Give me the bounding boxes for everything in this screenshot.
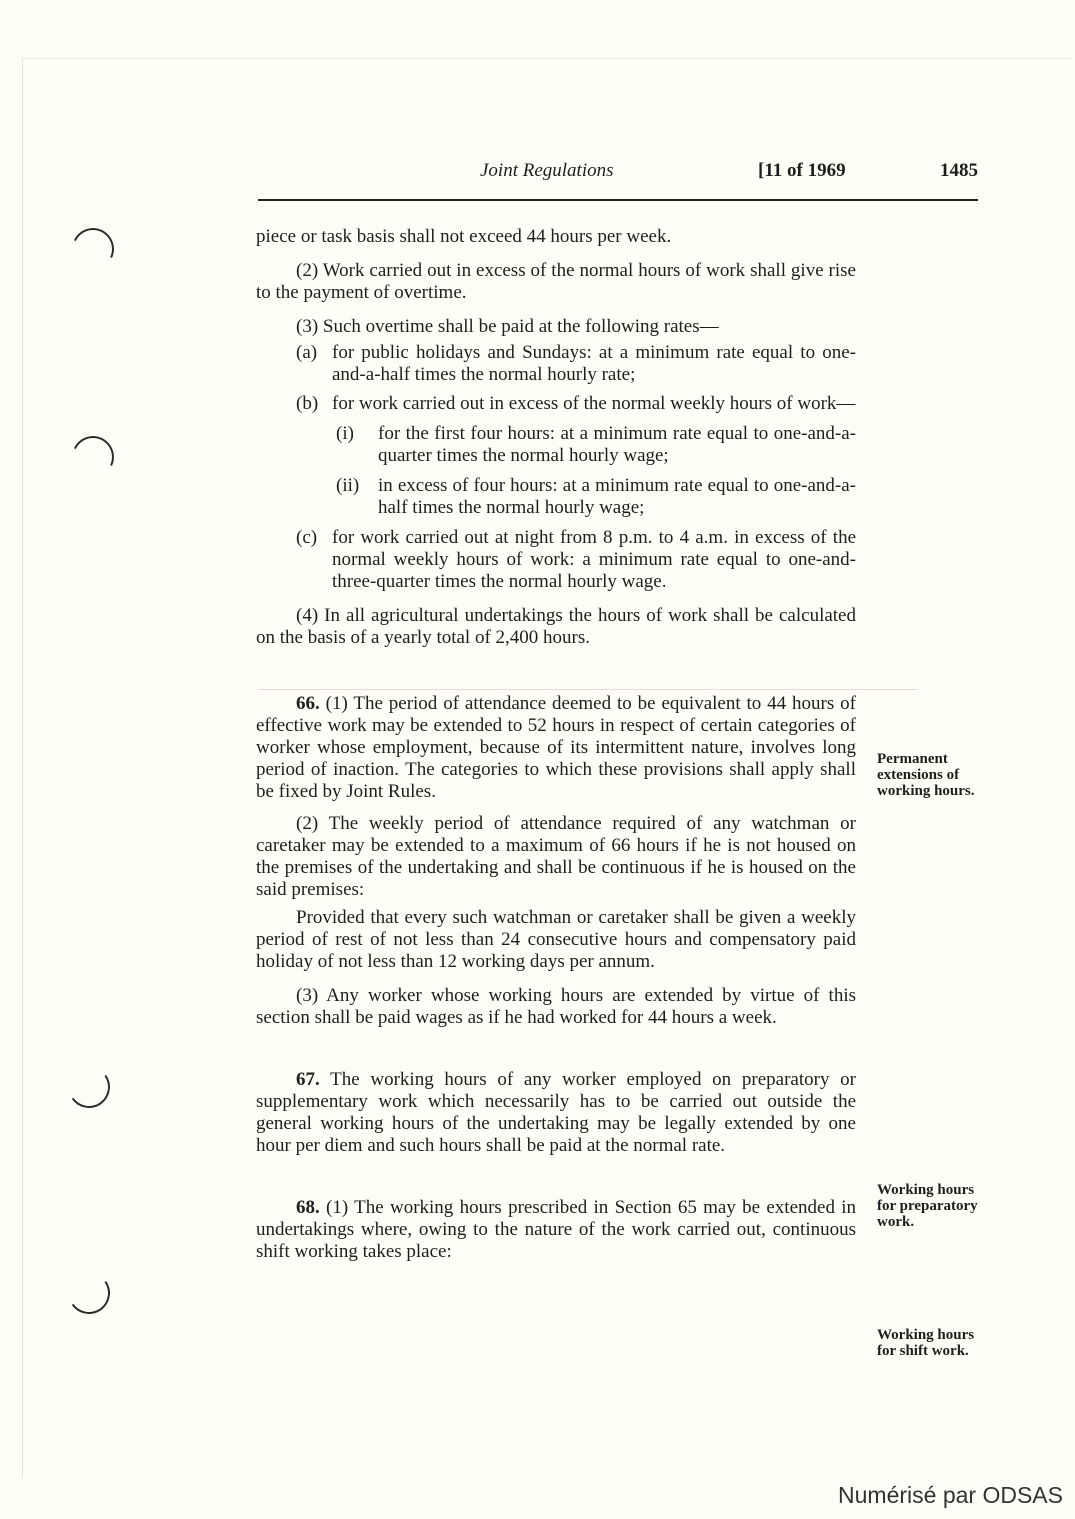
item-b-i-label: (i) xyxy=(336,423,354,444)
item-b-ii xyxy=(256,475,856,519)
item-b-ii-label: (ii) xyxy=(336,475,360,496)
item-c xyxy=(256,527,856,593)
punch-hole-icon xyxy=(66,222,120,276)
section-67 xyxy=(256,1069,856,1157)
punch-hole-icon xyxy=(65,1269,114,1318)
section-68-1-text: (1) The working hours prescribed in Section 65 may be extended in undertakings where, owing to the nature of the work carried out, continuous shift working takes place: xyxy=(256,1197,857,1262)
running-header xyxy=(258,160,978,190)
item-a-text: for public holidays and Sundays: at a minimum rate equal to one-and-a-half times the normal hourly rate; xyxy=(332,342,856,385)
section-66-3: (3) Any worker whose working hours are extended by virtue of this section shall be paid wages as if he had worked for 44 hours a week. xyxy=(256,985,856,1028)
section-68-number: 68. xyxy=(296,1197,320,1218)
margin-note-66: Permanent extensions of working hours. xyxy=(877,751,975,799)
subsection-4: (4) In all agricultural undertakings the hours of work shall be calculated on the basis of a yearly total of 2,400 hours. xyxy=(256,605,856,648)
section-66-1-text: (1) The period of attendance deemed to be equivalent to 44 hours of effective work may be extended to 52 hours in respect of certain categories of worker whose employment, because of its intermittent nature, involves long period of inaction. The categories to which these provisions shall apply shall be fixed by Joint Rules. xyxy=(256,693,856,802)
section-66-number: 66. xyxy=(296,693,320,714)
item-b-i xyxy=(256,423,856,467)
subsection-3: (3) Such overtime shall be paid at the following rates— xyxy=(296,316,719,337)
item-b xyxy=(256,393,856,415)
punch-hole-icon xyxy=(65,1063,114,1112)
header-act: [11 of 1969 xyxy=(758,160,846,181)
section-66-2: (2) The weekly period of attendance required of any watchman or caretaker may be extended to a maximum of 66 hours if he is not housed on the premises of the undertaking and shall be continuous if he is housed on the said premises: xyxy=(256,813,856,900)
section-66-proviso: Provided that every such watchman or caretaker shall be given a weekly period of rest of not less than 24 consecutive hours and compensatory paid holiday of not less than 12 working days per annum. xyxy=(256,907,856,972)
paragraph-continued: piece or task basis shall not exceed 44 hours per week. xyxy=(256,226,672,247)
item-a xyxy=(256,342,856,386)
item-c-label: (c) xyxy=(296,527,318,548)
section-66-1 xyxy=(256,693,856,803)
margin-note-68: Working hours for shift work. xyxy=(877,1327,975,1359)
page-number: 1485 xyxy=(940,160,978,181)
section-68-1 xyxy=(256,1197,856,1263)
margin-note-67: Working hours for preparatory work. xyxy=(877,1182,978,1230)
item-b-text: for work carried out in excess of the normal weekly hours of work— xyxy=(332,393,856,414)
item-c-text: for work carried out at night from 8 p.m. to 4 a.m. in excess of the normal weekly hours of work: a minimum rate equal to one-and-three-quarter times the normal hourly wage. xyxy=(332,527,856,592)
document-body xyxy=(256,226,856,1263)
item-b-i-text: for the first four hours: at a minimum rate equal to one-and-a-quarter times the normal hourly wage; xyxy=(378,423,856,466)
item-a-label: (a) xyxy=(296,342,318,363)
page-edge xyxy=(22,58,23,1478)
digitization-stamp: Numérisé par ODSAS xyxy=(838,1482,1063,1508)
header-rule xyxy=(258,199,978,201)
punch-hole-icon xyxy=(66,430,120,484)
page-top-edge xyxy=(22,58,1072,59)
header-title: Joint Regulations xyxy=(480,160,614,181)
section-67-text: The working hours of any worker employed on preparatory or supplementary work which necessarily has to be carried out outside the general working hours of the undertaking may be legally extended by one hour per diem and such hours shall be paid at the normal rate. xyxy=(256,1069,856,1156)
subsection-2: (2) Work carried out in excess of the normal hours of work shall give rise to the payment of overtime. xyxy=(256,260,856,303)
section-67-number: 67. xyxy=(296,1069,320,1090)
item-b-ii-text: in excess of four hours: at a minimum rate equal to one-and-a-half times the normal hourly wage; xyxy=(378,475,856,518)
item-b-label: (b) xyxy=(296,393,319,414)
